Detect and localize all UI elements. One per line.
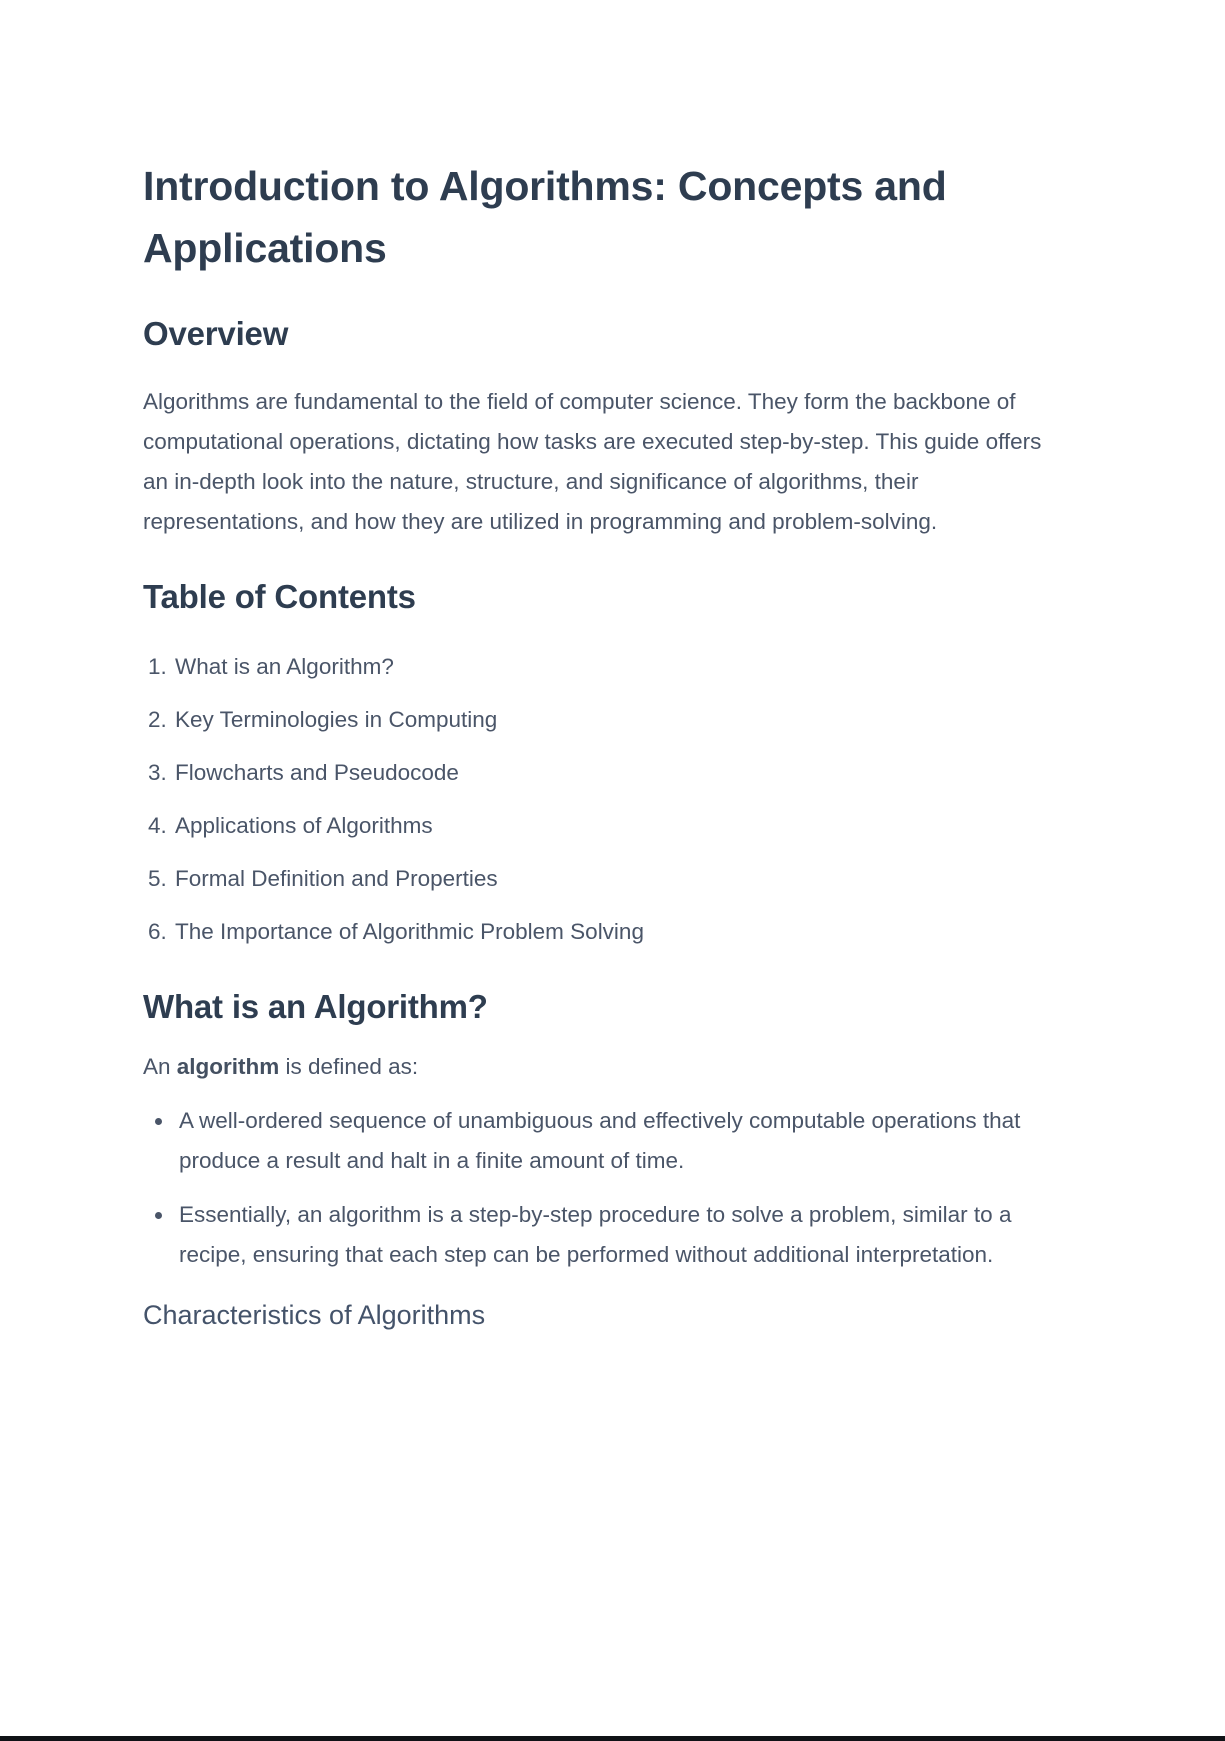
page-title: Introduction to Algorithms: Concepts and Applications	[143, 163, 947, 271]
definition-bullet-list	[143, 1101, 1065, 1275]
subsection-heading-characteristics: Characteristics of Algorithms	[143, 1299, 486, 1330]
section-heading-overview: Overview	[143, 315, 289, 352]
toc-item-6: 6. The Importance of Algorithmic Problem Solving	[173, 912, 1065, 952]
overview-paragraph: Algorithms are fundamental to the field of computer science. They form the backbone of computational operations, dictating how tasks are executed step-by-step. This guide offers an in-depth look into the nature, structure, and significance of algorithms, their representations, and how they are utilized in programming and problem-solving.	[143, 388, 1042, 534]
definition-intro	[143, 1047, 1065, 1087]
toc-item-2: 2. Key Terminologies in Computing	[173, 700, 1065, 740]
toc-item-1: 1. What is an Algorithm?	[173, 647, 1065, 687]
toc-item-3: 3. Flowcharts and Pseudocode	[173, 753, 1065, 793]
document-page	[0, 156, 1225, 1741]
definition-intro-prefix: An	[143, 1053, 177, 1079]
toc-item-4: 4. Applications of Algorithms	[173, 806, 1065, 846]
toc-list	[143, 647, 1065, 952]
toc-item-5: 5. Formal Definition and Properties	[173, 859, 1065, 899]
definition-bullet-2: • Essentially, an algorithm is a step-by-step procedure to solve a problem, similar to a recipe, ensuring that each step can be performed without additional interpretation.	[175, 1195, 1065, 1275]
page-bottom-divider	[0, 1736, 1225, 1741]
section-heading-what-is-an-algorithm: What is an Algorithm?	[143, 987, 488, 1025]
document-content	[0, 156, 1225, 1334]
definition-intro-term: algorithm	[176, 1053, 280, 1079]
definition-bullet-1: • A well-ordered sequence of unambiguous and effectively computable operations that produce a result and halt in a finite amount of time.	[175, 1101, 1065, 1181]
definition-intro-suffix: is defined as:	[279, 1053, 419, 1079]
section-heading-table-of-contents: Table of Contents	[143, 577, 416, 615]
